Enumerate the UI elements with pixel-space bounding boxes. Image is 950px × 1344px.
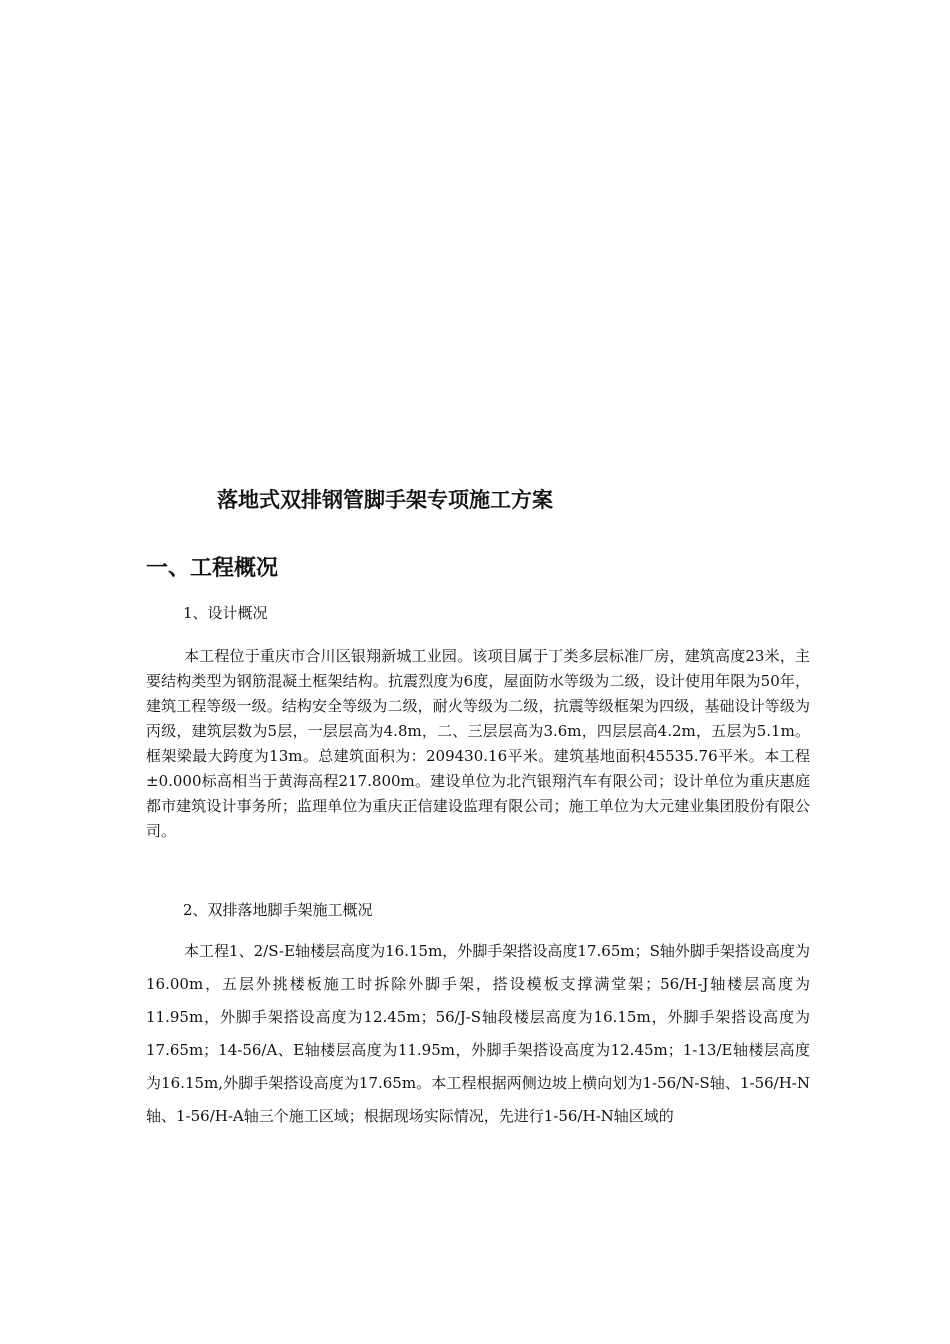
subsection-heading-design-overview: 1、设计概况 xyxy=(183,604,268,622)
design-overview-paragraph: 本工程位于重庆市合川区银翔新城工业园。该项目属于丁类多层标准厂房，建筑高度23米，主要结构类型为钢筋混凝土框架结构。抗震烈度为6度，屋面防水等级为二级，设计使用年限为50年，建筑工程等级一级。结构安全等级为二级，耐火等级为二级，抗震等级框架为四级，基础设计等级为丙级，建筑层数为5层，一层层高为4.8m，二、三层层高为3.6m，四层层高4.2m，五层为5.1m。框架梁最大跨度为13m。总建筑面积为：209430.16平米。建筑基地面积45535.76平米。本工程±0.000标高相当于黄海高程217.800m。建设单位为北汽银翔汽车有限公司；设计单位为重庆惠庭都市建筑设计事务所；监理单位为重庆正信建设监理有限公司；施工单位为大元建业集团股份有限公司。 xyxy=(146,647,810,840)
scaffold-overview-paragraph: 本工程1、2/S-E轴楼层高度为16.15m，外脚手架搭设高度17.65m；S轴外脚手架搭设高度为16.00m，五层外挑楼板施工时拆除外脚手架，搭设模板支撑满堂架；56/H-J轴楼层高度为11.95m，外脚手架搭设高度为12.45m；56/J-S轴段楼层高度为16.15m，外脚手架搭设高度为17.65m；14-56/A、E轴楼层高度为11.95m，外脚手架搭设高度为12.45m；1-13/E轴楼层高度为16.15m,外脚手架搭设高度为17.65m。本工程根据两侧边坡上横向划为1-56/N-S轴、1-56/H-N轴、1-56/H-A轴三个施工区域；根据现场实际情况，先进行1-56/H-N轴区域的 xyxy=(146,942,810,1125)
subsection-heading-scaffold-overview: 2、双排落地脚手架施工概况 xyxy=(183,901,373,919)
document-title: 落地式双排钢管脚手架专项施工方案 xyxy=(217,488,553,512)
section-heading-project-overview: 一、工程概况 xyxy=(146,556,279,581)
